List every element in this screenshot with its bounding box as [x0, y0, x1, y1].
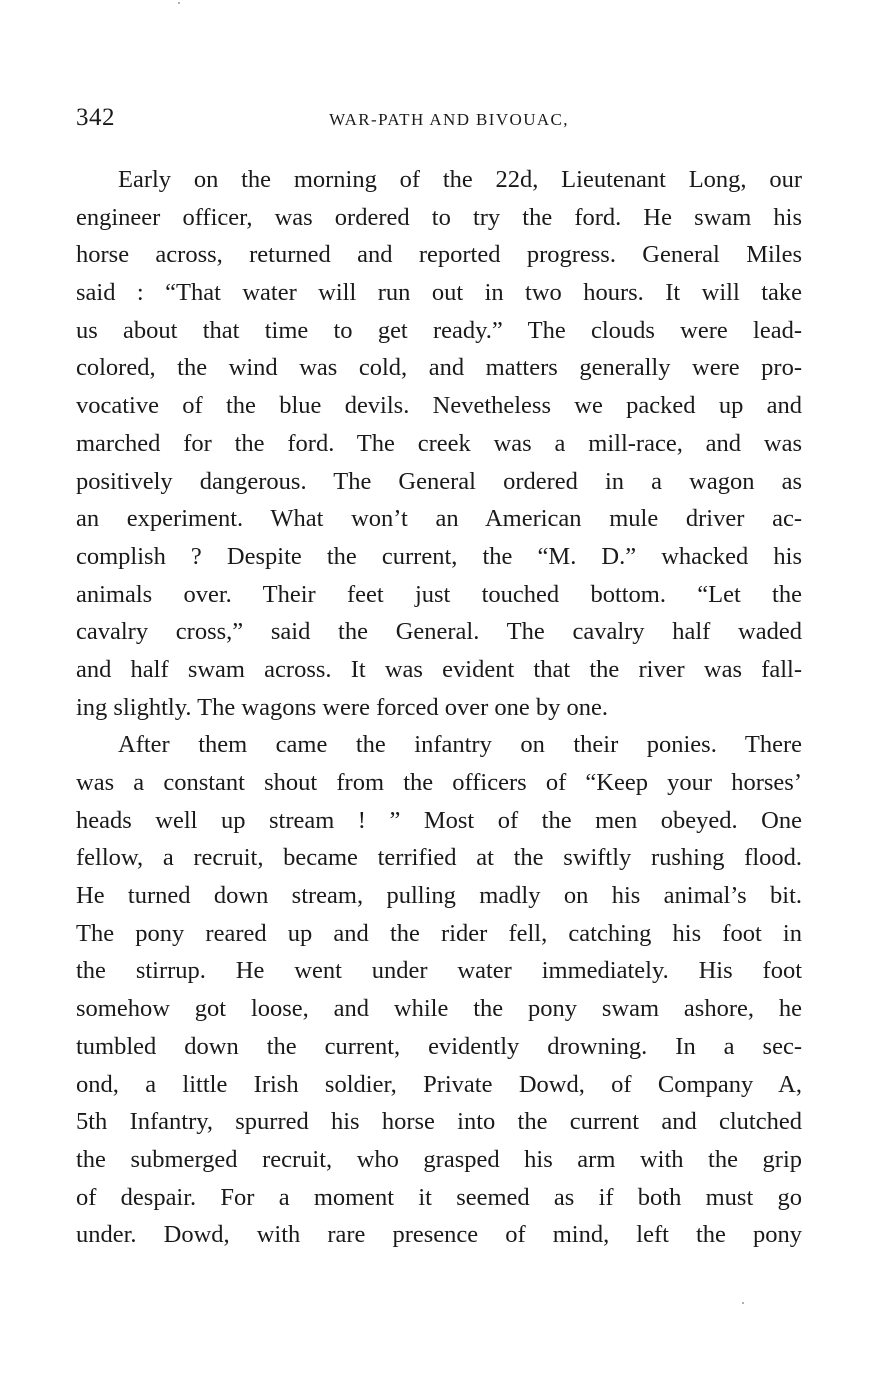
- text-line: heads well up stream ! ” Most of the men obeyed. One: [76, 806, 802, 834]
- print-speck: [178, 2, 180, 4]
- text-line: 5th Infantry, spurred his horse into the current and clutched: [76, 1108, 802, 1136]
- paragraph: [76, 161, 802, 726]
- text-line: complish ? Despite the current, the “M. D.” whacked his: [76, 542, 802, 570]
- text-line: was a constant shout from the officers of “Keep your horses’: [76, 769, 802, 796]
- print-speck: [742, 1302, 744, 1304]
- page-number: 342: [76, 104, 115, 131]
- text-line: of despair. For a moment it seemed as if both must go: [76, 1183, 802, 1211]
- text-line: and half swam across. It was evident that the river was fall-: [76, 655, 802, 683]
- text-line: marched for the ford. The creek was a mill-race, and was: [76, 429, 802, 457]
- text-line: the stirrup. He went under water immediately. His foot: [76, 957, 802, 985]
- body-text: [76, 161, 802, 1254]
- text-line: ing slightly. The wagons were forced over one by one.: [76, 693, 609, 721]
- paragraph: [76, 726, 802, 1254]
- text-line: cavalry cross,” said the General. The cavalry half waded: [76, 618, 802, 646]
- text-line: positively dangerous. The General ordered in a wagon as: [76, 467, 802, 495]
- text-line: animals over. Their feet just touched bottom. “Let the: [76, 580, 802, 608]
- text-line: fellow, a recruit, became terrified at the swiftly rushing flood.: [76, 844, 802, 872]
- text-line: He turned down stream, pulling madly on his animal’s bit.: [76, 882, 802, 910]
- text-line: tumbled down the current, evidently drowning. In a sec-: [76, 1032, 802, 1060]
- running-head: WAR-PATH AND BIVOUAC,: [329, 110, 569, 129]
- text-line: vocative of the blue devils. Nevetheless we packed up and: [76, 392, 802, 420]
- text-line: ond, a little Irish soldier, Private Dowd, of Company A,: [76, 1070, 802, 1098]
- text-line: engineer officer, was ordered to try the ford. He swam his: [76, 203, 802, 231]
- text-line: us about that time to get ready.” The clouds were lead-: [76, 316, 802, 344]
- text-line: After them came the infantry on their ponies. There: [118, 731, 802, 759]
- text-line: Early on the morning of the 22d, Lieutenant Long, our: [118, 166, 802, 193]
- text-line: colored, the wind was cold, and matters generally were pro-: [76, 354, 802, 382]
- text-line: The pony reared up and the rider fell, catching his foot in: [76, 919, 802, 947]
- text-line: under. Dowd, with rare presence of mind, left the pony: [76, 1221, 802, 1249]
- text-line: somehow got loose, and while the pony swam ashore, he: [76, 995, 802, 1023]
- text-line: an experiment. What won’t an American mule driver ac-: [76, 505, 802, 533]
- text-line: said : “That water will run out in two hours. It will take: [76, 279, 802, 307]
- text-line: the submerged recruit, who grasped his arm with the grip: [76, 1145, 802, 1173]
- page-header: [76, 104, 802, 138]
- text-line: horse across, returned and reported progress. General Miles: [76, 241, 802, 269]
